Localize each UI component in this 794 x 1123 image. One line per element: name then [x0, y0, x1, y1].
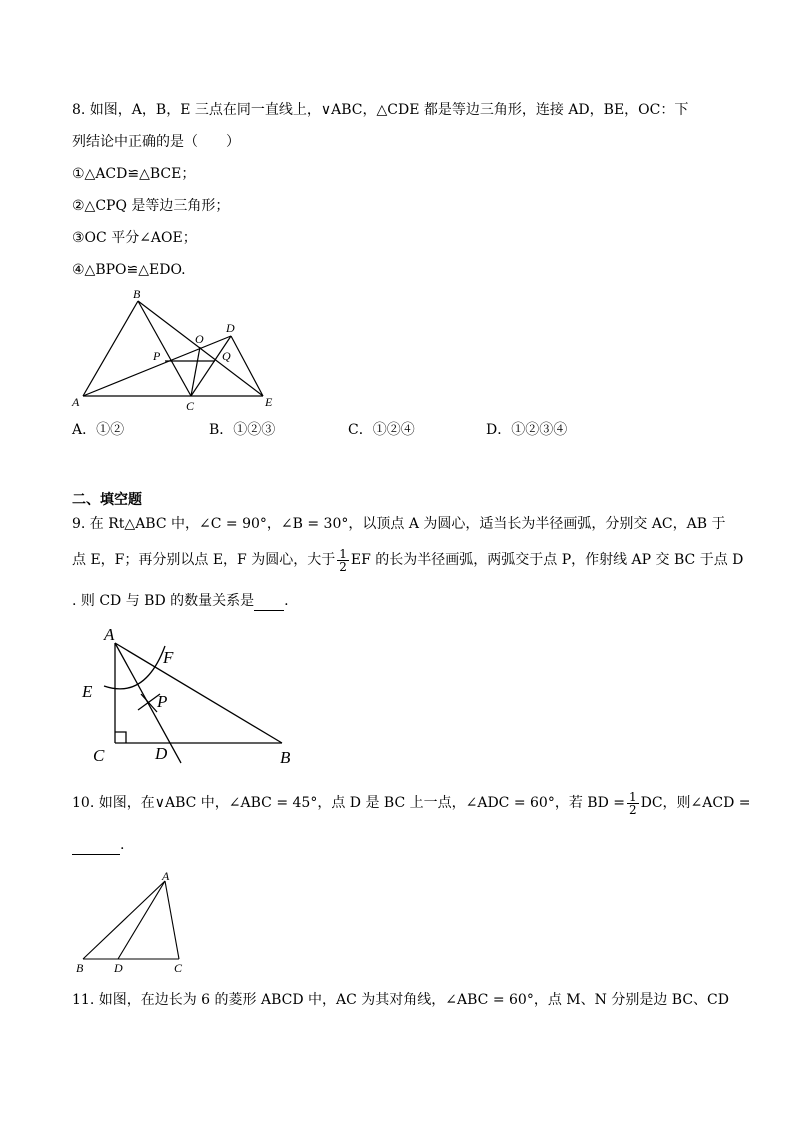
- q8-line2: 列结论中正确的是（ ）: [72, 134, 240, 150]
- q11-line1: 11. 如图，在边长为 6 的菱形 ABCD 中，AC 为其对角线，∠ABC = 60°，点 M、N 分别是边 BC、CD: [72, 992, 729, 1008]
- q10-label-C: C: [174, 961, 183, 975]
- q9-label-F: F: [163, 648, 174, 667]
- q8-label-E: E: [265, 395, 273, 409]
- q9-line2-end: EF 的长为半径画弧，两弧交于点 P，作射线 AP 交 BC 于点 D: [350, 552, 744, 568]
- q9-line1: 9. 在 Rt△ABC 中，∠C = 90°，∠B = 30°，以顶点 A 为圆心，适当长为半径画弧，分别交 AC，AB 于: [72, 516, 726, 532]
- q10-line1: [72, 788, 751, 818]
- q9-line3-text: . 则 CD 与 BD 的数量关系是: [72, 593, 255, 609]
- q10-label-A: A: [162, 869, 170, 883]
- q8-option-d[interactable]: D．①②③④: [486, 422, 568, 438]
- q9-label-E: E: [82, 682, 93, 701]
- q8-label-Q: Q: [222, 349, 231, 363]
- q10-line2: [72, 835, 124, 855]
- section-title: 二、填空题: [72, 492, 142, 508]
- q9-label-D: D: [155, 744, 168, 763]
- q10-frac-num: 1: [628, 789, 637, 804]
- q9-label-P: P: [157, 692, 168, 711]
- q8-label-A: A: [72, 395, 80, 409]
- q10-fraction: [627, 791, 639, 816]
- q9-label-C: C: [93, 746, 105, 765]
- q10-label-B: B: [76, 961, 84, 975]
- q8-option-a[interactable]: A．①②: [72, 422, 125, 438]
- q8-label-O: O: [195, 332, 204, 346]
- q8-option-c[interactable]: C．①②④: [348, 422, 415, 438]
- q10-frac-den: 2: [628, 802, 637, 817]
- q8-label-B: B: [133, 287, 141, 301]
- q8-option-b[interactable]: B．①②③: [209, 422, 276, 438]
- q10-answer-blank[interactable]: [72, 838, 120, 855]
- q9-line3-end: .: [284, 593, 289, 609]
- q9-frac-num: 1: [339, 546, 347, 561]
- q10-label-D: D: [114, 961, 123, 975]
- q8-line1: 8. 如图，A，B，E 三点在同一直线上，∨ABC，△CDE 都是等边三角形，连接 AD，BE，OC：下: [72, 102, 689, 118]
- q8-statement-4: ④△BPO≌△EDO.: [72, 262, 186, 278]
- q9-label-B: B: [280, 748, 291, 767]
- q9-frac-den: 2: [339, 559, 347, 574]
- q10-line1-start: 10. 如图，在∨ABC 中，∠ABC = 45°，点 D 是 BC 上一点，∠ADC = 60°，若 BD =: [72, 795, 625, 811]
- q8-label-C: C: [186, 399, 195, 413]
- q9-label-A: A: [104, 625, 115, 644]
- q8-statement-1: ①△ACD≌△BCE；: [72, 166, 196, 182]
- q8-statement-3: ③OC 平分∠AOE；: [72, 230, 197, 246]
- q8-label-P: P: [153, 349, 161, 363]
- q8-statement-2: ②△CPQ 是等边三角形；: [72, 198, 230, 214]
- q9-fraction: [337, 548, 349, 573]
- q9-line2-start: 点 E，F；再分别以点 E，F 为圆心，大于: [72, 552, 336, 568]
- q9-answer-blank[interactable]: [254, 594, 284, 611]
- q10-line1-end: DC，则∠ACD =: [640, 795, 751, 811]
- q10-line2-end: .: [120, 837, 125, 853]
- q9-line3: [72, 591, 289, 611]
- q8-label-D: D: [226, 321, 235, 335]
- q9-line2: [72, 545, 743, 575]
